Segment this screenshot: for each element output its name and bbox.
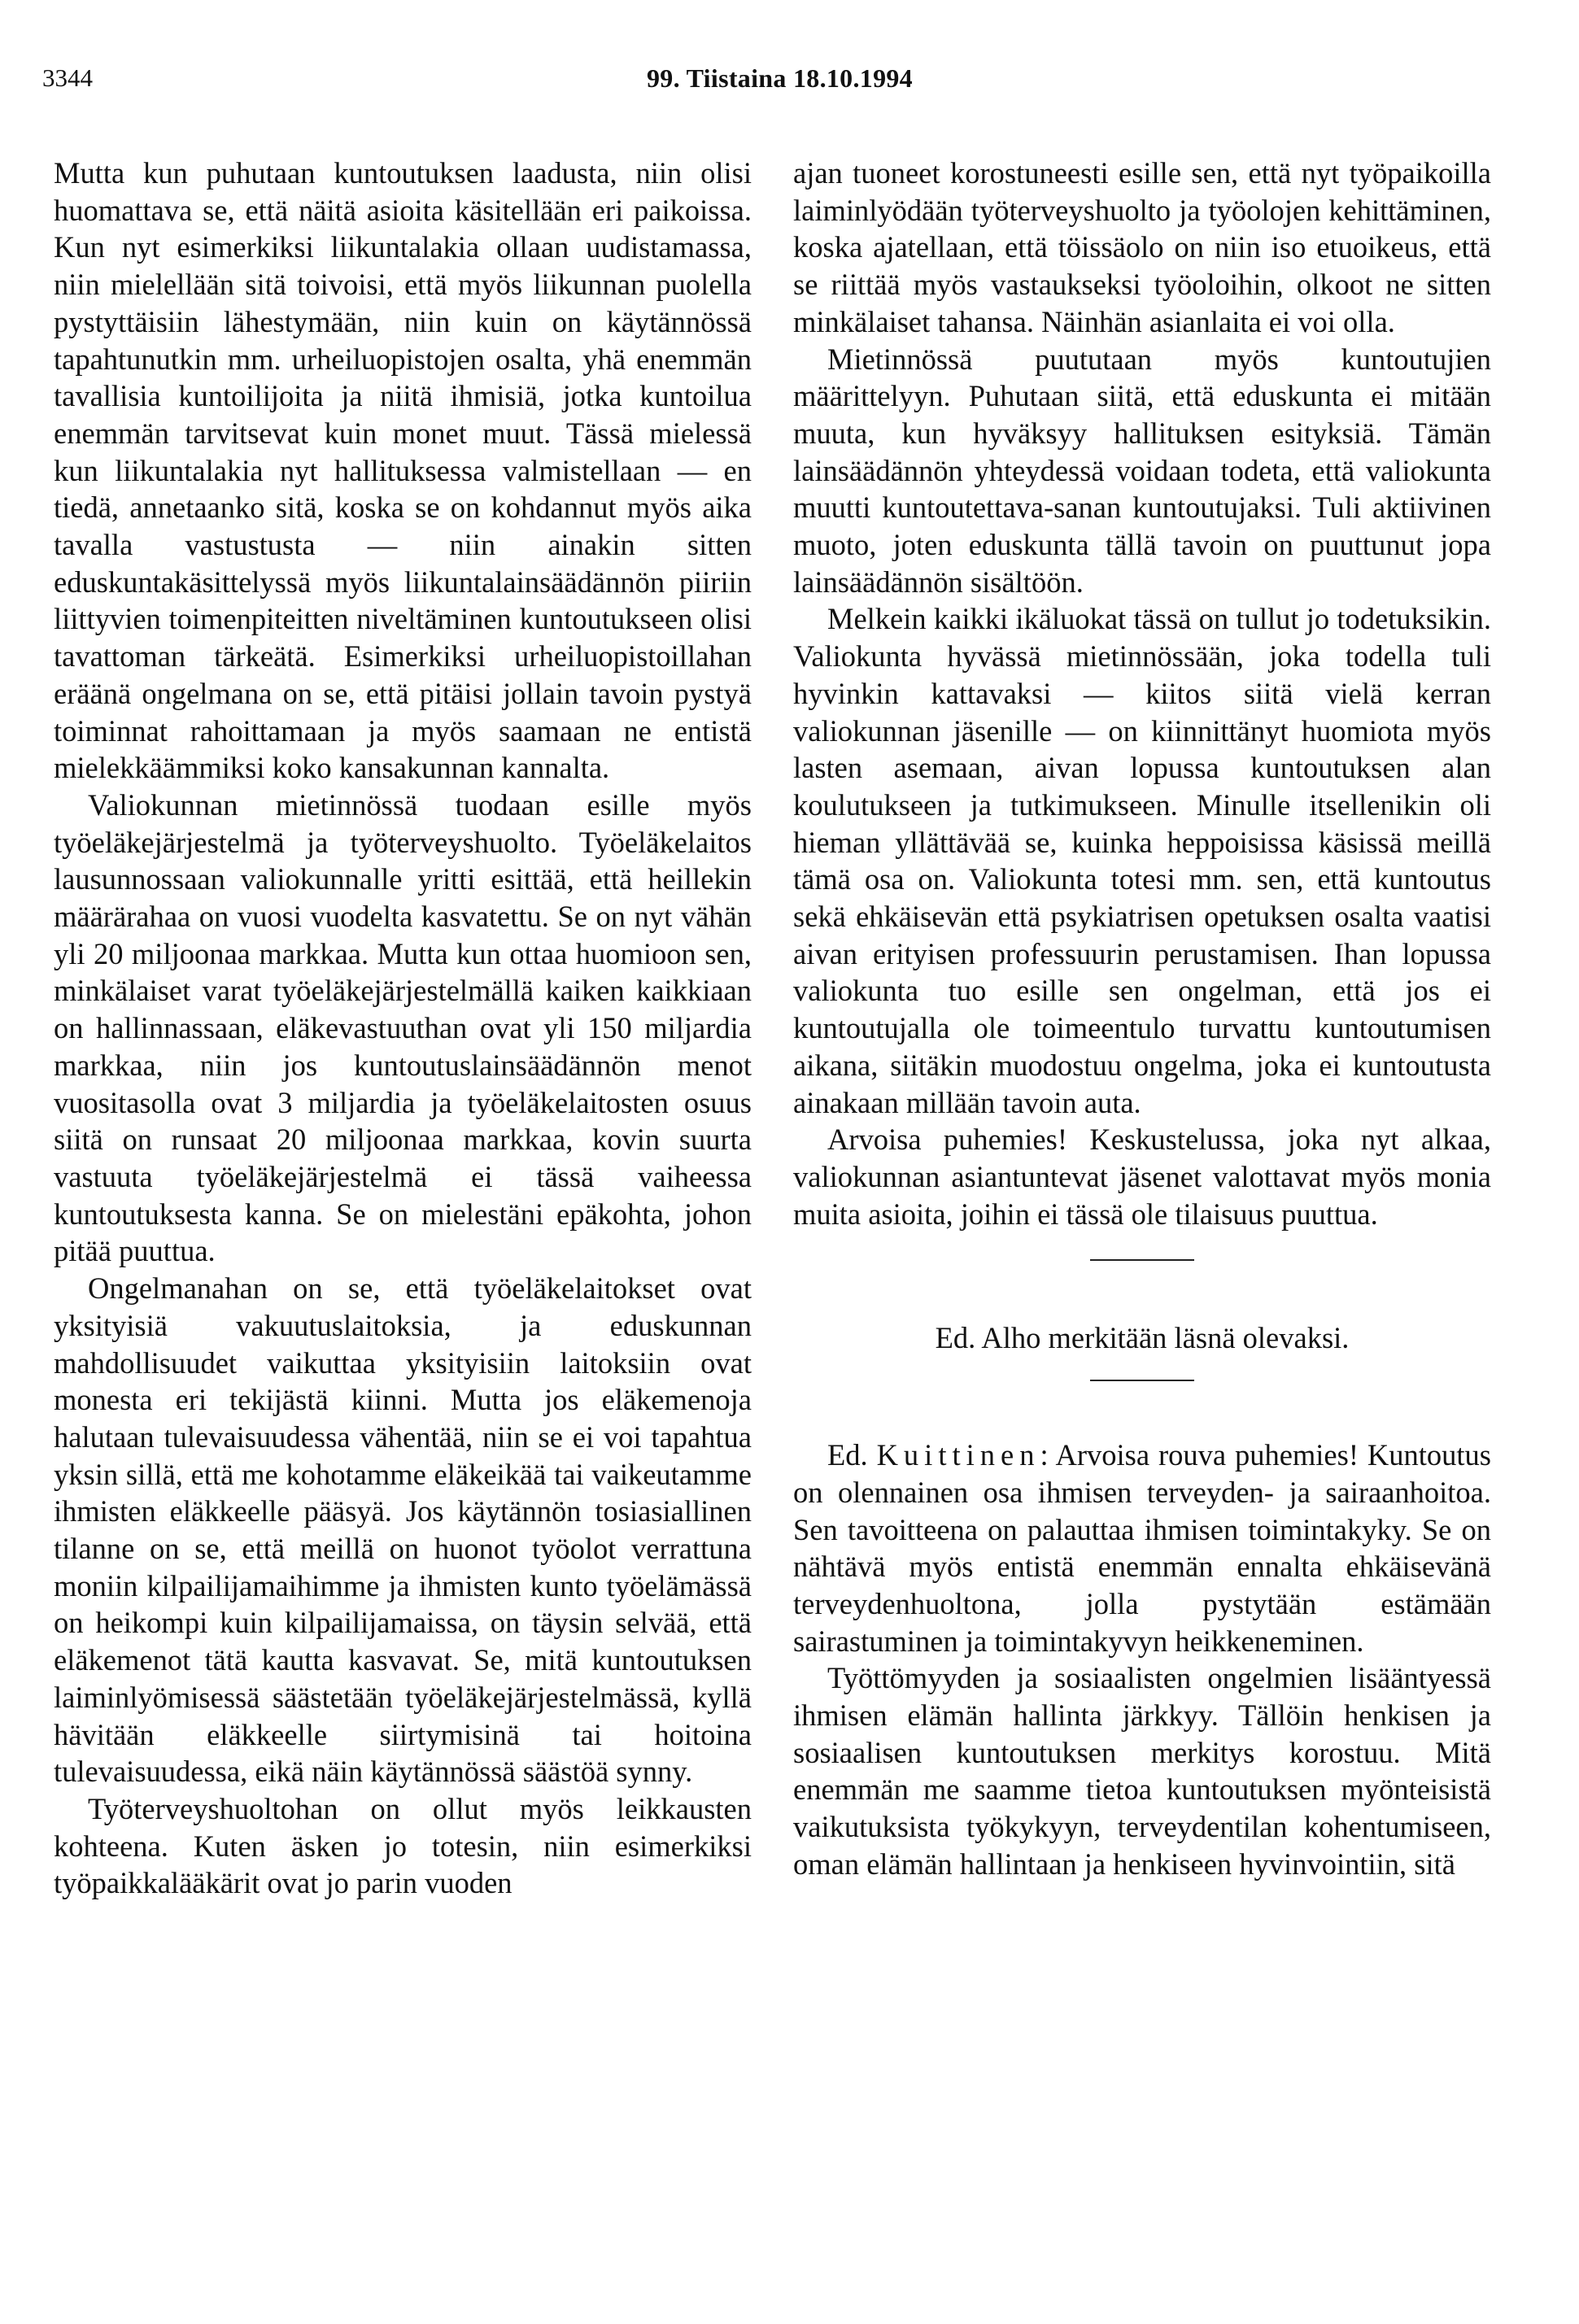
attendance-notice: Ed. Alho merkitään läsnä olevaksi. <box>935 1321 1350 1355</box>
section-divider-top <box>1090 1259 1194 1261</box>
left-paragraph-4: Työterveyshuoltohan on ollut myös leikkausten kohteena. Kuten äsken jo totesin, niin esimerkiksi työpaikkalääkärit ovat jo parin vuoden <box>54 1791 752 1900</box>
speech-opening <box>793 1437 1491 1659</box>
left-paragraph-3: Ongelmanahan on se, että työeläkelaitokset ovat yksityisiä vakuutuslaitoksia, ja eduskunnan mahdollisuudet vaikuttaa yksityisiin laitoksiin ovat monesta eri tekijästä kiinni. Mutta jos eläkemenoja halutaan tulevaisuudessa vähentää, niin se ei voi tapahtua yksin sillä, että me kohotamme eläkeikää tai vaikeutamme ihmisten eläkkeelle pääsyä. Jos käytännön tosiasiallinen tilanne on se, että meillä on huonot työolot verrattuna moniin kilpailijamaihimme ja ihmisten kunto työelämässä on heikompi kuin kilpailijamaissa, on täysin selvää, että eläkemenot tätä kautta kasvavat. Se, mitä kuntoutuksen laiminlyömisessä säästetään työeläkejärjestelmässä, kyllä hävitään eläkkeelle siirtymisinä tai hoitoina tulevaisuudessa, eikä näin käytännössä säästöä synny. <box>54 1271 752 1789</box>
speech-opening-text: Arvoisa rouva puhemies! Kuntoutus on olennainen osa ihmisen terveyden- ja sairaanhoitoa. Sen tavoitteena on palauttaa ihmisen toimintakyky. Se on nähtävä myös entistä enemmän ennalta ehkäisevänä terveydenhuoltona, jolla pystytään estämään sairastuminen ja toimintakyvyn heikkeneminen. <box>793 1438 1491 1658</box>
running-head: 99. Tiistaina 18.10.1994 <box>647 63 913 93</box>
right-paragraph-1: ajan tuoneet korostuneesti esille sen, että nyt työpaikoilla laiminlyödään työterveyshuolto ja työolojen kehittäminen, koska ajatellaan, että töissäolo on niin iso etuoikeus, että se riittää myös vastaukseksi työoloihin, olkoot ne sitten minkälaiset tahansa. Näinhän asianlaita ei voi olla. <box>793 156 1491 338</box>
speech-continuation: Työttömyyden ja sosiaalisten ongelmien lisääntyessä ihmisen elämän hallinta järkkyy. Tällöin henkisen ja sosiaalisen kuntoutuksen merkitys korostuu. Mitä enemmän me saamme tietoa kuntoutuksen myönteisistä vaikutuksista työkykyyn, terveydentilan kohentumiseen, oman elämän hallintaan ja henkiseen hyvinvointiin, sitä <box>793 1661 1491 1881</box>
speaker-name: Kuittinen <box>876 1438 1040 1472</box>
right-paragraph-3: Melkein kaikki ikäluokat tässä on tullut jo todetuksikin. Valiokunta hyvässä mietinnössään, joka todella tuli hyvinkin kattavaksi — kiitos siitä vielä kerran valiokunnan jäsenille — on kiinnittänyt huomiota myös lasten asemaan, aivan lopussa kuntoutuksen alan koulutukseen ja tutkimukseen. Minulle itsellenikin oli hieman yllättävää se, kuinka heppoisissa käsissä meillä tämä osa on. Valiokunta totesi mm. sen, että kuntoutus sekä ehkäisevän että psykiatrisen opetuksen osalta vaatisi aivan erityisen professuurin perustamisen. Ihan lopussa valiokunta tuo esille sen ongelman, että jos ei kuntoutujalla ole toimeentulo turvattu kuntoutumisen aikana, siitäkin muodostuu ongelma, joka ei kuntoutusta ainakaan millään tavoin auta. <box>793 602 1491 1119</box>
section-divider-bottom <box>1090 1380 1194 1381</box>
speech-separator: : <box>1040 1438 1056 1472</box>
right-paragraph-4: Arvoisa puhemies! Keskustelussa, joka nyt alkaa, valiokunnan asiantuntevat jäsenet valottavat myös monia muita asioita, joihin ei tässä ole tilaisuus puuttua. <box>793 1123 1491 1231</box>
right-column <box>793 155 1491 1883</box>
speech-prefix: Ed. <box>827 1438 877 1472</box>
right-paragraph-2: Mietinnössä puututaan myös kuntoutujien määrittelyyn. Puhutaan siitä, että eduskunta ei mitään muuta, kun hyväksyy hallituksen esityksiä. Tämän lainsäädännön yhteydessä voidaan todeta, että valiokunta muutti kuntoutettava-sanan kuntoutujaksi. Tuli aktiivinen muoto, joten eduskunta tällä tavoin on puuttunut jopa lainsäädännön sisältöön. <box>793 342 1491 599</box>
page-number: 3344 <box>42 63 93 92</box>
left-paragraph-1: Mutta kun puhutaan kuntoutuksen laadusta, niin olisi huomattava se, että näitä asioita käsitellään eri paikoissa. Kun nyt esimerkiksi liikuntalakia ollaan uudistamassa, niin mielellään sitä toivoisi, että myös liikunnan puolella pystyttäisiin lähestymään, niin kuin on käytännössä tapahtunutkin mm. urheiluopistojen osalta, yhä enemmän tavallisia kuntoilijoita ja niitä ihmisiä, jotka kuntoilua enemmän tarvitsevat kuin monet muut. Tässä mielessä kun liikuntalakia nyt hallituksessa valmistellaan — en tiedä, annetaanko sitä, koska se on kohdannut myös aika tavalla vastustusta — niin ainakin sitten eduskuntakäsittelyssä myös liikuntalainsäädännön piiriin liittyvien toimenpiteitten niveltäminen kuntoutukseen olisi tavattoman tärkeätä. Esimerkiksi urheiluopistoillahan eräänä ongelmana on se, että pitäisi jollain tavoin pystyä toiminnat rahoittamaan ja myös saamaan ne entistä mielekkäämmiksi koko kansakunnan kannalta. <box>54 156 752 785</box>
left-column <box>54 155 752 1902</box>
left-paragraph-2: Valiokunnan mietinnössä tuodaan esille myös työeläkejärjestelmä ja työterveyshuolto. Työeläkelaitos lausunnossaan valiokunnalle yritti esittää, että heillekin määrärahaa on vuosi vuodelta kasvatettu. Se on nyt vähän yli 20 miljoonaa markkaa. Mutta kun ottaa huomioon sen, minkälaiset varat työeläkejärjestelmällä kaiken kaikkiaan on hallinnassaan, eläkevastuuthan ovat yli 150 miljardia markkaa, niin jos kuntoutuslainsäädännön menot vuositasolla ovat 3 miljardia ja työeläkelaitosten osuus siitä on runsaat 20 miljoonaa markkaa, kovin suurta vastuuta työeläkejärjestelmä ei tässä vaiheessa kuntoutuksesta kanna. Se on mielestäni epäkohta, johon pitää puuttua. <box>54 787 752 1268</box>
